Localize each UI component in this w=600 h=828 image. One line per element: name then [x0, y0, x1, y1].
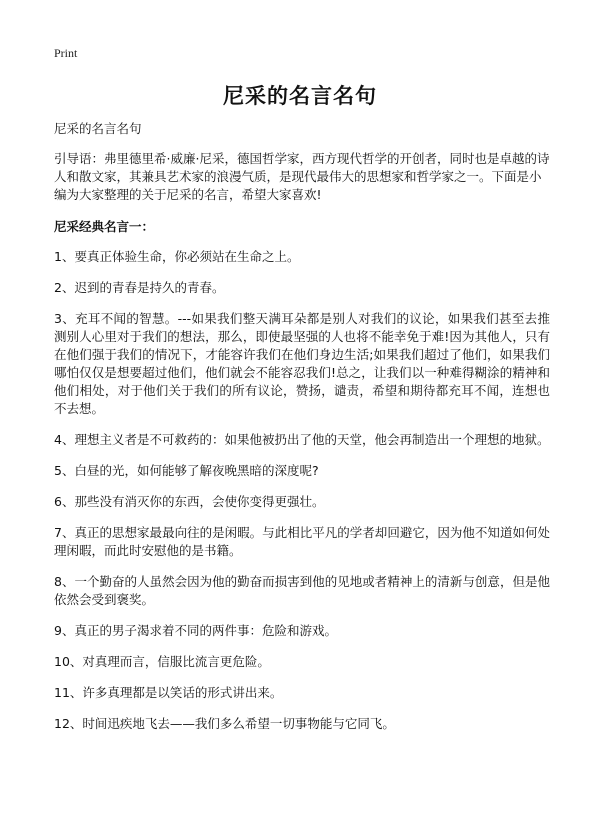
quote-item: 2、迟到的青春是持久的青春。	[54, 280, 225, 295]
print-link[interactable]: Print	[54, 46, 78, 60]
article-body	[54, 120, 550, 746]
quote-item: 12、时间迅疾地飞去——我们多么希望一切事物能与它同飞。	[54, 716, 395, 731]
intro-paragraph: 引导语：弗里德里希·威廉·尼采，德国哲学家，西方现代哲学的开创者，同时也是卓越的诗人和散文家，其兼具艺术家的浪漫气质，是现代最伟大的思想家和哲学家之一。下面是小编为大家整理的关于尼采的名言，希望大家喜欢!	[54, 151, 550, 202]
article-subtitle: 尼采的名言名句	[54, 121, 142, 136]
section-heading: 尼采经典名言一：	[54, 219, 155, 234]
quote-item: 1、要真正体验生命，你必须站在生命之上。	[54, 249, 300, 264]
quote-item: 6、那些没有消灭你的东西，会使你变得更强壮。	[54, 494, 325, 509]
quote-item: 11、许多真理都是以笑话的形式讲出来。	[54, 685, 283, 700]
quote-item: 3、充耳不闻的智慧。---如果我们整天满耳朵都是别人对我们的议论，如果我们甚至去推测别人心里对于我们的想法，那么，即使最坚强的人也将不能幸免于难!因为其他人，只有在他们强于我们的情况下，才能容许我们在他们身边生活;如果我们超过了他们，如果我们哪怕仅仅是想要超过他们，他们就会不能容忍我们!总之，让我们以一种难得糊涂的精神和他们相处，对于他们关于我们的所有议论，赞扬，谴责，希望和期待都充耳不闻，连想也不去想。	[54, 311, 550, 416]
quote-item: 10、对真理而言，信服比流言更危险。	[54, 654, 270, 669]
quote-item: 5、白昼的光，如何能够了解夜晚黑暗的深度呢?	[54, 463, 319, 478]
quote-item: 9、真正的男子渴求着不同的两件事：危险和游戏。	[54, 623, 337, 638]
quote-item: 4、理想主义者是不可救药的：如果他被扔出了他的天堂，他会再制造出一个理想的地狱。	[54, 432, 550, 447]
page-title: 尼采的名言名句	[223, 84, 377, 108]
quote-item: 7、真正的思想家最最向往的是闲暇。与此相比平凡的学者却回避它，因为他不知道如何处理闲暇，而此时安慰他的是书籍。	[54, 525, 550, 558]
quote-item: 8、一个勤奋的人虽然会因为他的勤奋而损害到他的见地或者精神上的清新与创意，但是他依然会受到褒奖。	[54, 574, 550, 607]
